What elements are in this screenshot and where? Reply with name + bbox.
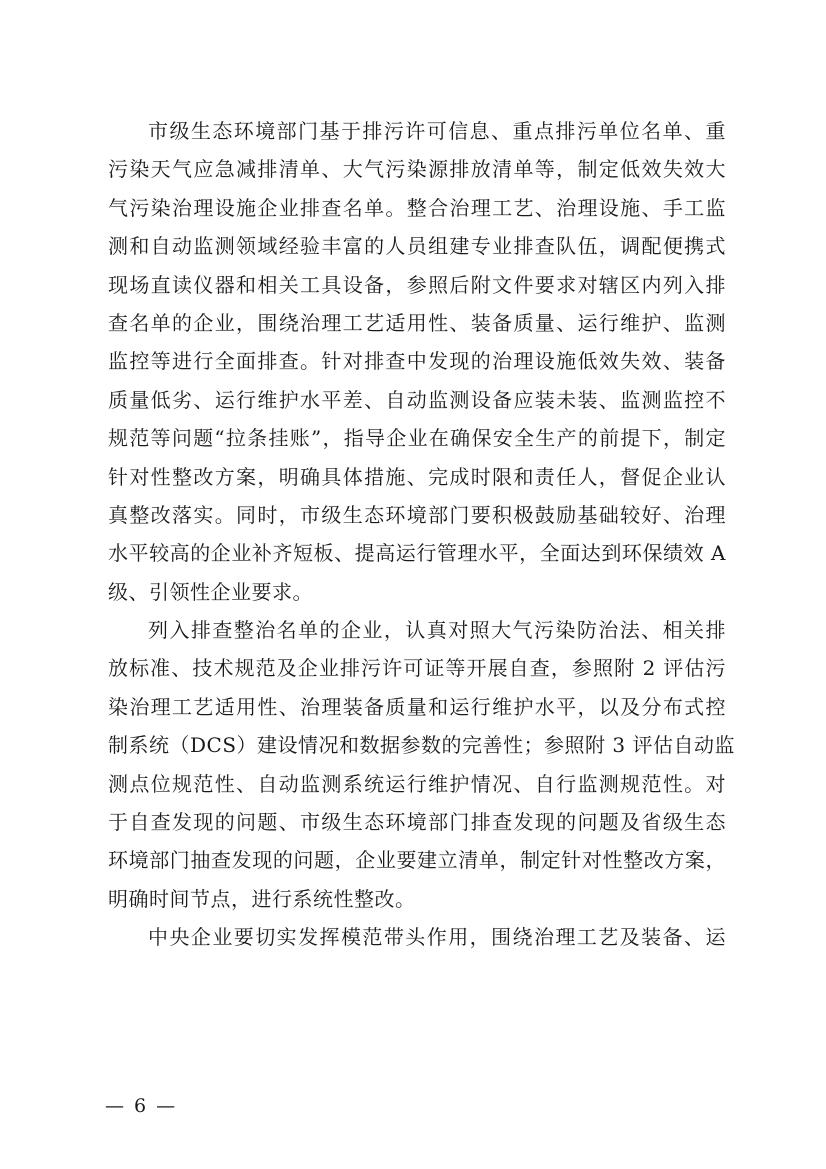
- paragraph-line: 于自查发现的问题、市级生态环境部门排查发现的问题及省级生态: [108, 810, 726, 835]
- paragraph-line: 真整改落实。同时，市级生态环境部门要积极鼓励基础较好、治理: [108, 502, 726, 527]
- paragraph-line: 测点位规范性、自动监测系统运行维护情况、自行监测规范性。对: [108, 771, 726, 796]
- paragraph-line: 制系统（DCS）建设情况和数据参数的完善性；参照附 3 评估自动监: [108, 733, 735, 758]
- paragraph-line: 环境部门抽查发现的问题，企业要建立清单，制定针对性整改方案，: [108, 848, 726, 873]
- paragraph-line: 污染天气应急减排清单、大气污染源排放清单等，制定低效失效大: [108, 157, 726, 182]
- paragraph-line: 质量低劣、运行维护水平差、自动监测设备应装未装、监测监控不: [108, 387, 726, 412]
- paragraph-line: 级、引领性企业要求。: [108, 579, 313, 604]
- paragraph-line: 染治理工艺适用性、治理装备质量和运行维护水平，以及分布式控: [108, 694, 726, 719]
- paragraph-line: 现场直读仪器和相关工具设备，参照后附文件要求对辖区内列入排: [108, 272, 726, 297]
- paragraph-line: 明确时间节点，进行系统性整改。: [108, 886, 416, 911]
- paragraph-line: 测和自动监测领域经验丰富的人员组建专业排查队伍，调配便携式: [108, 234, 726, 259]
- paragraph-line: 列入排查整治名单的企业，认真对照大气污染防治法、相关排: [148, 618, 726, 643]
- paragraph-line: 气污染治理设施企业排查名单。整合治理工艺、治理设施、手工监: [108, 195, 726, 220]
- paragraph-line: 市级生态环境部门基于排污许可信息、重点排污单位名单、重: [148, 119, 726, 143]
- paragraph-line: 针对性整改方案，明确具体措施、完成时限和责任人，督促企业认: [108, 464, 726, 489]
- paragraph-line: 规范等问题“拉条挂账”，指导企业在确保安全生产的前提下，制定: [108, 426, 726, 451]
- paragraph-line: 监控等进行全面排查。针对排查中发现的治理设施低效失效、装备: [108, 349, 726, 374]
- body-text: [108, 112, 735, 957]
- paragraph-line: 水平较高的企业补齐短板、提高运行管理水平，全面达到环保绩效 A: [108, 541, 726, 566]
- paragraph-line: 中央企业要切实发挥模范带头作用，围绕治理工艺及装备、运: [148, 925, 726, 950]
- paragraph-line: 放标准、技术规范及企业排污许可证等开展自查，参照附 2 评估污: [108, 656, 726, 681]
- page-number: — 6 —: [105, 1095, 178, 1117]
- paragraph-line: 查名单的企业，围绕治理工艺适用性、装备质量、运行维护、监测: [108, 310, 726, 335]
